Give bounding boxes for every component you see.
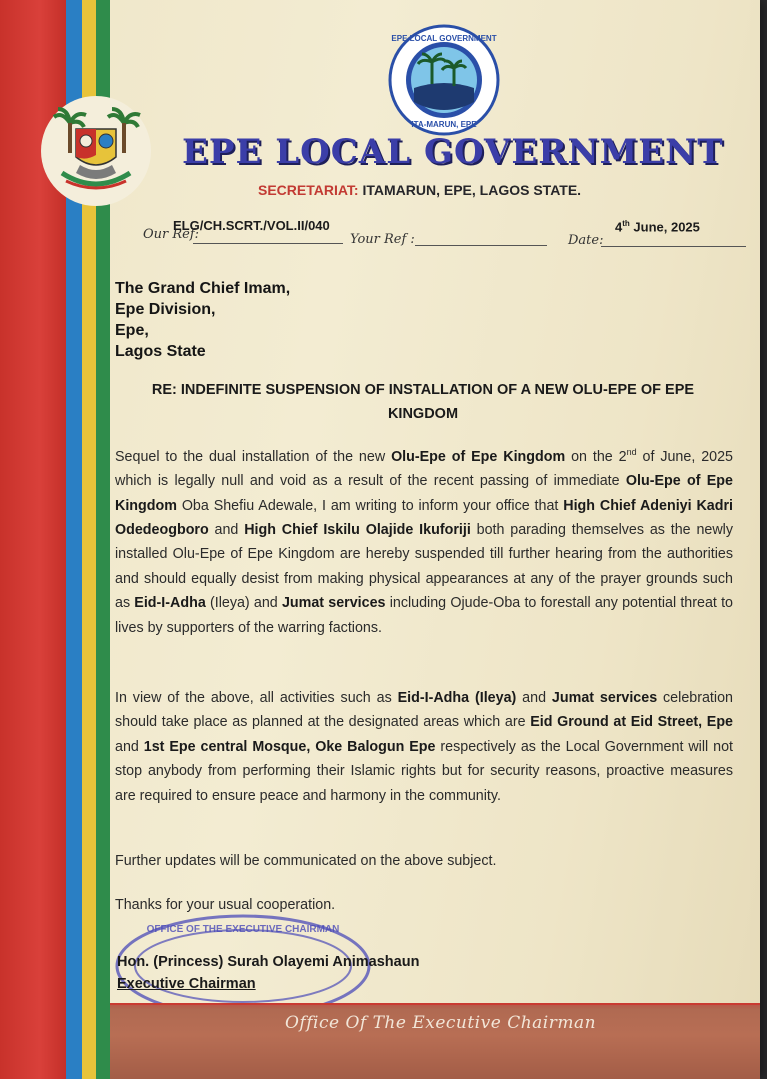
secretariat-line [258,182,581,198]
paragraph-1 [115,440,733,640]
bold-run: High Chief Iskilu Olajide Ikuforiji [244,521,471,538]
our-ref-label: Our Ref: [143,227,200,242]
text-run: In view of the above, all activities such as [115,690,398,706]
text-run: and [115,738,144,755]
bold-run: Eid Ground at Eid Street, Epe [530,714,734,731]
our-ref-underline [193,243,343,244]
secretariat-label: SECRETARIAT: [258,182,359,198]
date-suffix: th [622,219,630,228]
superscript: nd [626,447,637,457]
bold-run: Jumat services [281,595,386,612]
text-run: including Ojude-Oba to forestall any potential threat to lives by supporters of the warring factions. [115,595,733,636]
bold-run: Jumat services [551,690,658,706]
seal-text-top: EPE LOCAL GOVERNMENT [391,34,497,43]
date-rest: June, 2025 [629,219,700,235]
addressee-line: Epe Division, [115,301,216,318]
text-run: respectively as the Local Government will not stop anybody from performing their Islamic rights but for security reasons, proactive measures are required to ensure peace and harmony in the community. [115,738,733,804]
paragraph-2 [115,686,733,808]
date-underline [601,246,746,247]
letterhead-title: EPE LOCAL GOVERNMENT [182,132,724,172]
text-run: on the 2 [565,448,627,465]
text-run: of June, 2025 which is legally null and void as a result of the recent passing of immediate [115,448,733,490]
subject-line: RE: INDEFINITE SUSPENSION OF INSTALLATION OF A NEW OLU-EPE OF EPE [151,382,695,398]
reference-line [143,215,748,251]
text-run: Oba Shefiu Adewale, I am writing to inform your office that [176,497,564,514]
signer-name: Hon. (Princess) Surah Olayemi Animashaun [117,954,420,970]
seal-text-bottom: ITA-MARUN, EPE [411,120,477,129]
signer-position: Executive Chairman [117,976,256,992]
bold-run: Eid-I-Adha (Ileya) [397,690,517,706]
text-run: (Ileya) and [205,595,282,612]
bold-run: Olu-Epe of Epe Kingdom [391,448,566,465]
bold-run: Eid-I-Adha [134,595,206,612]
paragraph-3: Further updates will be communicated on the above subject. [115,853,497,869]
text-run: both parading themselves as the newly installed Olu-Epe of Epe Kingdom are hereby suspended till further hearing from the authorities and should equally desist from making physical appearances at any of the prayer grounds such as [115,521,733,612]
text-run: Sequel to the dual installation of the new [115,448,392,465]
secretariat-address: ITAMARUN, EPE, LAGOS STATE. [362,182,582,198]
text-run: celebration should take place as planned at the designated areas which are [115,690,733,731]
your-ref-underline [415,245,547,246]
subject-line: KINGDOM [387,406,459,422]
footer-text: Office Of The Executive Chairman [285,1013,597,1033]
stamp-text-top: OFFICE OF THE EXECUTIVE CHAIRMAN [146,924,340,935]
text-run: and [208,521,245,538]
addressee-line: Epe, [115,322,149,339]
lagos-crest-icon [40,95,152,207]
addressee-line: Lagos State [115,343,206,360]
addressee-line: The Grand Chief Imam, [115,280,291,297]
your-ref-label: Your Ref : [350,232,415,247]
date-day: 4 [615,219,623,235]
bold-run: Olu-Epe of Epe Kingdom [115,473,733,514]
signature-block [117,951,419,995]
addressee-block [115,278,290,362]
bold-run: High Chief Adeniyi Kadri Odedeogboro [115,497,733,538]
epe-seal-icon [388,24,500,136]
date-label: Date: [568,233,604,248]
paragraph-4: Thanks for your usual cooperation. [115,897,336,913]
subject-heading [116,378,730,426]
our-ref-value: ELG/CH.SCRT./VOL.II/040 [173,218,330,233]
bold-run: 1st Epe central Mosque, Oke Balogun Epe [143,738,436,755]
text-run: and [516,690,552,706]
date-value [615,219,700,234]
